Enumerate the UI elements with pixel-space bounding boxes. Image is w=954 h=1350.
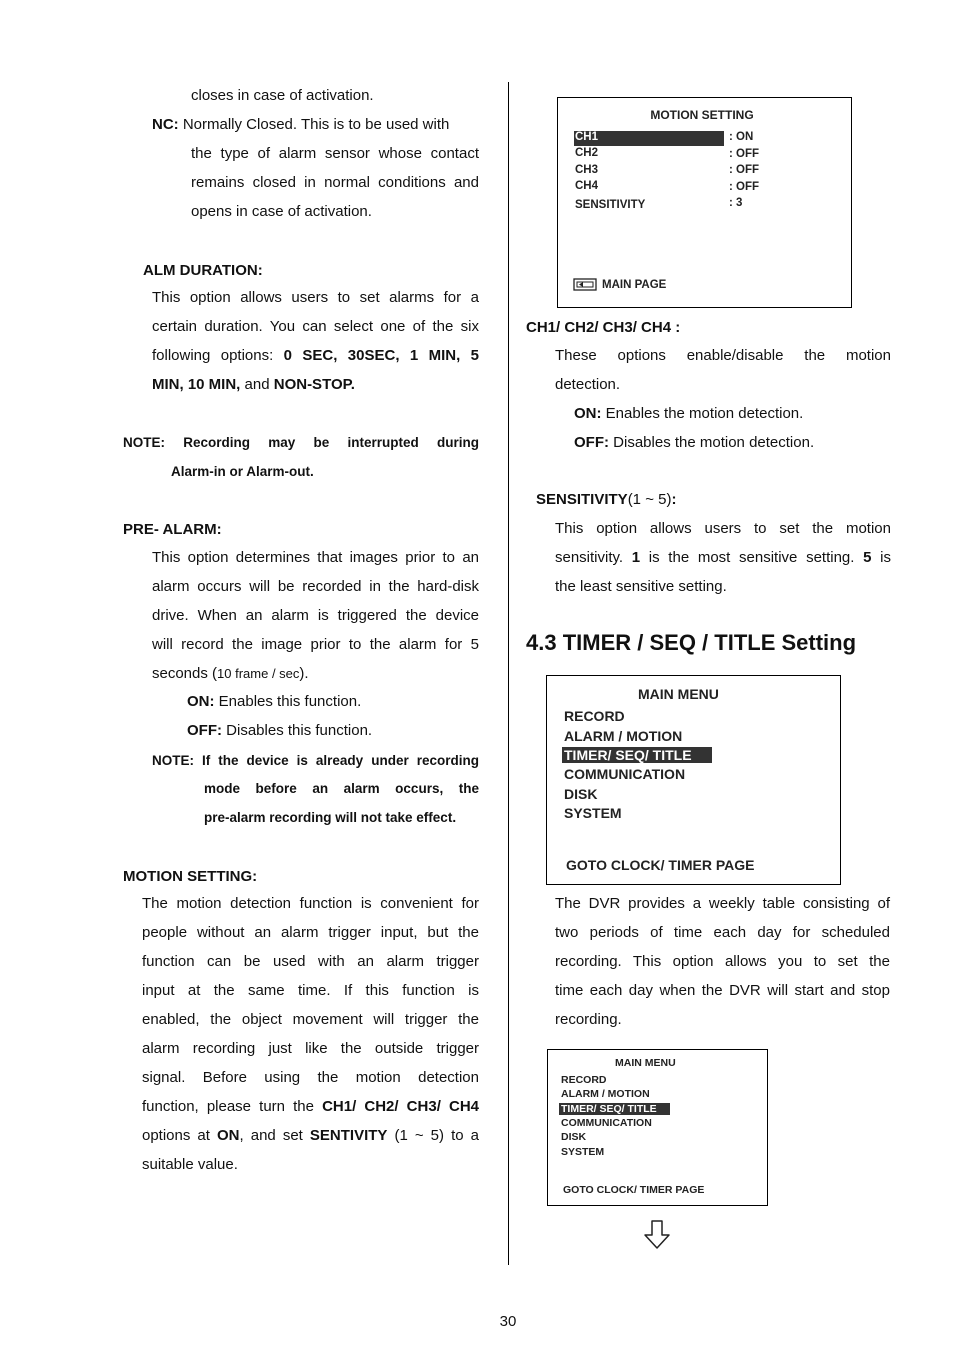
menu-item-disk[interactable]: DISK xyxy=(564,786,598,802)
motion-setting-screen xyxy=(557,97,852,308)
dvr-line: The DVR provides a weekly table consisting of xyxy=(555,895,890,912)
motion-line: input at the same time. If this function is xyxy=(142,982,479,999)
motion-on: ON xyxy=(217,1127,240,1144)
motion-line: The motion detection function is convenient for xyxy=(142,895,479,912)
sensitivity-value[interactable]: : 3 xyxy=(729,197,743,209)
motion-line: people without an alarm trigger input, but the xyxy=(142,924,479,941)
motion-line: alarm recording just like the outside trigger xyxy=(142,1040,479,1057)
alm-line xyxy=(152,370,479,399)
pre-line: will record the image prior to the alarm for 5 xyxy=(152,636,479,653)
pre-alarm-body xyxy=(152,543,479,688)
dvr-line: recording. xyxy=(555,1011,622,1028)
sens-heading-range: (1 ~ 5) xyxy=(627,491,672,508)
down-arrow-icon xyxy=(643,1220,671,1250)
sens-num: 5 xyxy=(863,549,872,566)
section-title: 4.3 TIMER / SEQ / TITLE Setting xyxy=(526,630,857,655)
sens-line xyxy=(555,543,891,572)
menu-item-disk[interactable]: DISK xyxy=(561,1131,587,1143)
main-page-icon[interactable] xyxy=(573,278,597,292)
motion-line xyxy=(142,1121,479,1150)
pre-line: drive. When an alarm is triggered the device xyxy=(152,607,479,624)
column-divider xyxy=(508,82,509,1265)
menu-item-communication[interactable]: COMMUNICATION xyxy=(561,1117,652,1129)
ch-line: detection. xyxy=(555,376,621,393)
motion-row-label[interactable]: CH4 xyxy=(575,180,599,192)
alm-duration-body xyxy=(152,283,479,399)
motion-row-label[interactable]: CH3 xyxy=(575,164,599,176)
sensitivity-heading xyxy=(536,491,676,508)
nc-text: Normally Closed. This is to be used with xyxy=(182,116,450,133)
on-label: ON: xyxy=(574,405,602,422)
main-page-label[interactable]: MAIN PAGE xyxy=(602,279,667,291)
motion-row-value[interactable]: : OFF xyxy=(729,181,760,193)
note-2-line-3: pre-alarm recording will not take effect. xyxy=(204,810,457,825)
note-2-line-2: mode before an alarm occurs, the xyxy=(204,781,479,796)
alm-line: certain duration. You can select one of the six xyxy=(152,318,479,335)
ch-off-line xyxy=(574,428,814,457)
pre-line: alarm occurs will be recorded in the hard-disk xyxy=(152,578,479,595)
goto-clock-timer-page[interactable]: GOTO CLOCK/ TIMER PAGE xyxy=(566,857,755,873)
menu-item-timer-seq-title[interactable]: TIMER/ SEQ/ TITLE xyxy=(564,747,692,763)
on-text: Enables the motion detection. xyxy=(601,405,804,422)
ch-body xyxy=(555,341,891,399)
pre-on-line xyxy=(187,687,361,716)
nc-label: NC: xyxy=(152,116,179,133)
motion-channels: CH1/ CH2/ CH3/ CH4 xyxy=(322,1098,479,1115)
motion-line: suitable value. xyxy=(142,1156,238,1173)
motion-line: signal. Before using the motion detection xyxy=(142,1069,479,1086)
nc-cont-line: closes in case of activation. xyxy=(191,87,374,104)
nc-line xyxy=(152,110,479,139)
pre-line xyxy=(152,659,479,688)
pre-text: ). xyxy=(299,665,309,682)
motion-screen-title: MOTION SETTING xyxy=(650,108,754,122)
alm-duration-heading: ALM DURATION: xyxy=(143,262,263,279)
pre-text-small: 10 frame / sec xyxy=(217,666,300,681)
menu-item-alarm-motion[interactable]: ALARM / MOTION xyxy=(561,1088,650,1100)
motion-row-value[interactable]: : OFF xyxy=(729,164,760,176)
motion-row-label[interactable]: CH1 xyxy=(575,131,599,143)
on-text: Enables this function. xyxy=(214,693,362,710)
pre-off-line xyxy=(187,716,372,745)
sens-text: sensitivity. xyxy=(555,549,632,566)
off-text: Disables the motion detection. xyxy=(609,434,815,451)
sensitivity-label[interactable]: SENSITIVITY xyxy=(575,199,646,211)
ch-line: These options enable/disable the motion xyxy=(555,347,891,364)
alm-text: and xyxy=(240,376,274,393)
dvr-line: time each day when the DVR will start and stop xyxy=(555,982,890,999)
alm-options: MIN, 10 MIN, xyxy=(152,376,241,393)
pre-text: seconds ( xyxy=(152,665,218,682)
motion-row-label[interactable]: CH2 xyxy=(575,147,599,159)
motion-sentivity: SENTIVITY xyxy=(309,1127,388,1144)
menu-item-record[interactable]: RECORD xyxy=(561,1074,607,1086)
nc-body-line: the type of alarm sensor whose contact xyxy=(191,145,479,162)
motion-text: (1 ~ 5) to a xyxy=(387,1127,479,1144)
sens-text: is the most sensitive setting. xyxy=(640,549,864,566)
dvr-line: recording. This option allows you to set the xyxy=(555,953,890,970)
off-text: Disables this function. xyxy=(222,722,373,739)
sens-text: is xyxy=(871,549,892,566)
dvr-body xyxy=(555,889,890,1034)
pre-line: This option determines that images prior to an xyxy=(152,549,479,566)
sens-heading-colon: : xyxy=(671,491,677,508)
note-1-line-2: Alarm-in or Alarm-out. xyxy=(171,464,314,479)
off-label: OFF: xyxy=(187,722,222,739)
alm-options: NON-STOP. xyxy=(273,376,355,393)
menu-item-system[interactable]: SYSTEM xyxy=(564,805,622,821)
motion-line: function can be used with an alarm trigger xyxy=(142,953,479,970)
off-label: OFF: xyxy=(574,434,609,451)
ch-heading: CH1/ CH2/ CH3/ CH4 : xyxy=(526,319,681,336)
sens-line: the least sensitive setting. xyxy=(555,578,727,595)
goto-clock-timer-page[interactable]: GOTO CLOCK/ TIMER PAGE xyxy=(563,1184,705,1196)
nc-body-line: opens in case of activation. xyxy=(191,203,372,220)
nc-body-line: remains closed in normal conditions and xyxy=(191,174,479,191)
sens-heading-text: SENSITIVITY xyxy=(536,491,628,508)
note-1-line-1: NOTE: Recording may be interrupted during xyxy=(123,435,479,450)
page-number: 30 xyxy=(499,1313,517,1330)
motion-body xyxy=(142,889,479,1179)
motion-line xyxy=(142,1092,479,1121)
note-2-line-1: NOTE: If the device is already under recording xyxy=(152,753,479,768)
menu-item-record[interactable]: RECORD xyxy=(564,708,625,724)
motion-line: enabled, the object movement will trigger the xyxy=(142,1011,479,1028)
sensitivity-body xyxy=(555,514,891,601)
main-menu-title: MAIN MENU xyxy=(638,686,719,702)
menu-item-alarm-motion[interactable]: ALARM / MOTION xyxy=(564,728,683,744)
main-menu-screen-large xyxy=(546,675,841,885)
motion-setting-heading: MOTION SETTING: xyxy=(123,868,258,885)
motion-row-value[interactable]: : ON xyxy=(729,131,754,143)
dvr-line: two periods of time each day for scheduled xyxy=(555,924,890,941)
motion-text: options at xyxy=(142,1127,217,1144)
motion-text: , and set xyxy=(239,1127,310,1144)
menu-item-system[interactable]: SYSTEM xyxy=(561,1146,605,1158)
menu-item-timer-seq-title[interactable]: TIMER/ SEQ/ TITLE xyxy=(561,1103,657,1115)
alm-options: 0 SEC, 30SEC, 1 MIN, 5 xyxy=(283,347,479,364)
ch-on-line xyxy=(574,399,803,428)
alm-text: following options: xyxy=(152,347,284,364)
motion-text: function, please turn the xyxy=(142,1098,323,1115)
sens-num: 1 xyxy=(631,549,641,566)
sens-line: This option allows users to set the motion xyxy=(555,520,891,537)
pre-alarm-heading: PRE- ALARM: xyxy=(123,521,222,538)
on-label: ON: xyxy=(187,693,215,710)
alm-line xyxy=(152,341,479,370)
main-menu-title: MAIN MENU xyxy=(615,1057,676,1069)
alm-line: This option allows users to set alarms for a xyxy=(152,289,479,306)
motion-row-value[interactable]: : OFF xyxy=(729,148,760,160)
main-menu-screen-small xyxy=(547,1049,768,1206)
menu-item-communication[interactable]: COMMUNICATION xyxy=(564,766,686,782)
nc-body xyxy=(191,139,479,226)
